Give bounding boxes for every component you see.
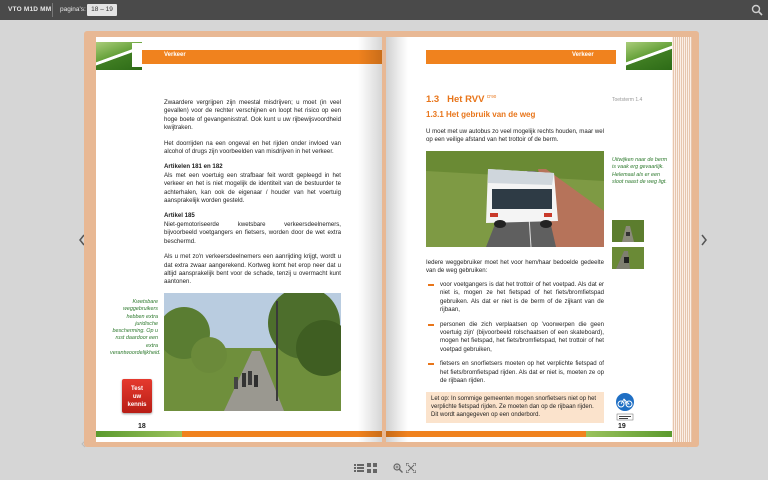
page-range-input[interactable]: 18 – 19 <box>87 4 117 16</box>
topbar-divider <box>52 3 53 17</box>
test-button-line-1: Test <box>131 386 143 392</box>
list-item: personen die zich verplaatsen op 'voorwerpen die geen voertuig zijn' (bijvoorbeeld rolschaatsen of een skateboard), mogen het fietspad, het fiets/bromfietspad, het trottoir of het voetpad gebruiken, <box>426 321 604 355</box>
header-chapter-label: Verkeer <box>572 52 594 58</box>
left-page[interactable] <box>96 37 382 442</box>
bicycle-sign-icon <box>614 392 636 422</box>
grid-view-icon[interactable] <box>367 463 377 473</box>
subsection-heading: 1.3.1 Het gebruik van de weg <box>426 110 536 119</box>
next-page-arrow-icon[interactable] <box>700 234 708 246</box>
article-181-heading: Artikelen 181 en 182 <box>164 163 223 171</box>
left-spine-shadow <box>358 37 382 442</box>
right-page[interactable] <box>386 37 672 442</box>
pages-label: pagina's: <box>60 6 86 13</box>
right-page-header <box>386 42 672 70</box>
section-number: 1.3 <box>426 94 440 106</box>
test-button-line-3: kennis <box>127 402 147 408</box>
search-icon[interactable] <box>751 4 763 16</box>
right-spine-shadow <box>386 37 408 442</box>
right-sidebar-note: Uitwijken naar de berm is vaak erg gevaarlijk. Helemaal als er een sloot naast de weg ligt. <box>612 157 668 185</box>
toetsterm-reference: Toetsterm 1.4 <box>612 97 643 103</box>
article-185-text: Niet-gemotoriseerde kwetsbare verkeersdeelnemers, bijvoorbeeld voetgangers en fietsers, worden door de wet extra beschermd. <box>164 220 341 245</box>
bus-on-road-photo <box>426 151 604 247</box>
intro-paragraph-2: Het doorrijden na een ongeval en het rijden onder invloed van alcohol of drugs zijn voorbeelden van misdrijven in het verkeer. <box>164 139 341 156</box>
article-185-heading: Artikel 185 <box>164 212 195 220</box>
berm-thumbnail-2[interactable] <box>612 247 644 269</box>
list-item: fietsers en snorfietsers moeten op het verplichte fietspad of het fiets/bromfietspad rijden. Als dat er niet is, moeten ze op de rijbaan rijden. <box>426 360 604 385</box>
zoom-icon[interactable] <box>393 463 403 473</box>
test-button-line-2: uw <box>132 394 142 400</box>
left-body-text <box>164 99 341 294</box>
section-heading <box>426 94 496 105</box>
intro-paragraph-1: Zwaardere vergrijpen zijn meestal misdrijven; u moet (in veel gevallen) voor de rechter verschijnen en loopt het risico op een hoge boete of gevangenisstraf. Ook kunt u uw rijbewijsvoordheid kwijtraken. <box>164 99 341 132</box>
page-edges <box>672 37 692 442</box>
right-intro-text: U moet met uw autobus zo veel mogelijk rechts houden, maar wel op een veilige afstand van het trottoir of de berm. <box>426 128 604 144</box>
left-page-footer-band <box>96 431 382 437</box>
header-number-tab <box>616 43 626 67</box>
article-185-paragraph-2: Als u met zo'n verkeersdeelnemers een aanrijding krijgt, wordt u dat extra zwaar aangerekend. Kortweg komt het erop neer dat u altijd aansprakelijk bent voor de schade, tenzij u overmacht kunt aantonen. <box>164 253 341 286</box>
document-title: VTO M1D MM <box>8 6 52 13</box>
header-field-image <box>626 42 672 70</box>
test-knowledge-button[interactable] <box>122 379 152 413</box>
cyclists-road-photo <box>164 293 341 411</box>
section-title: Het RVV <box>447 94 485 106</box>
berm-thumbnail-1[interactable] <box>612 220 644 242</box>
left-sidebar-note: Kwetsbare weggebruikers hebben extra juridische bescherming. Op u rust daardoor een extra verantwoordelijkheid. <box>110 299 161 357</box>
section-superscript: D'90 <box>487 94 497 99</box>
header-number-tab <box>132 43 142 67</box>
list-item: voor voetgangers is dat het trottoir of het voetpad. Als dat er niet is, mogen ze het fietspad of het fiets/bromfietspad gebruiken. Als dat er niet is de berm of de zijkant van de rijbaan, <box>426 281 604 315</box>
right-page-footer-band <box>386 431 672 437</box>
header-orange-band <box>426 50 626 64</box>
list-view-icon[interactable] <box>354 463 364 473</box>
left-page-header <box>96 42 382 70</box>
road-user-list <box>426 281 604 391</box>
warning-note-box: Let op: In sommige gemeenten mogen snorfietsers niet op het verplichte fietspad rijden. Ze moeten dan op de rijbaan rijden. Dit wordt aangegeven op een onderbord. <box>426 392 604 423</box>
article-181-text: Als met een voertuig een strafbaar feit wordt gepleegd in het verkeer en het is niet mogelijk de identiteit van de bestuurder te achterhalen, kan ook de eigenaar / houder van het voertuig aansprakelijk worden gesteld. <box>164 171 341 205</box>
left-page-number: 18 <box>138 423 146 430</box>
top-bar <box>0 0 768 20</box>
header-chapter-label: Verkeer <box>164 52 186 58</box>
right-lead-text: Iedere weggebruiker moet het voor hem/haar bedoelde gedeelte van de weg gebruiken: <box>426 259 604 275</box>
right-page-number: 19 <box>618 423 626 430</box>
fullscreen-icon[interactable] <box>406 463 416 473</box>
